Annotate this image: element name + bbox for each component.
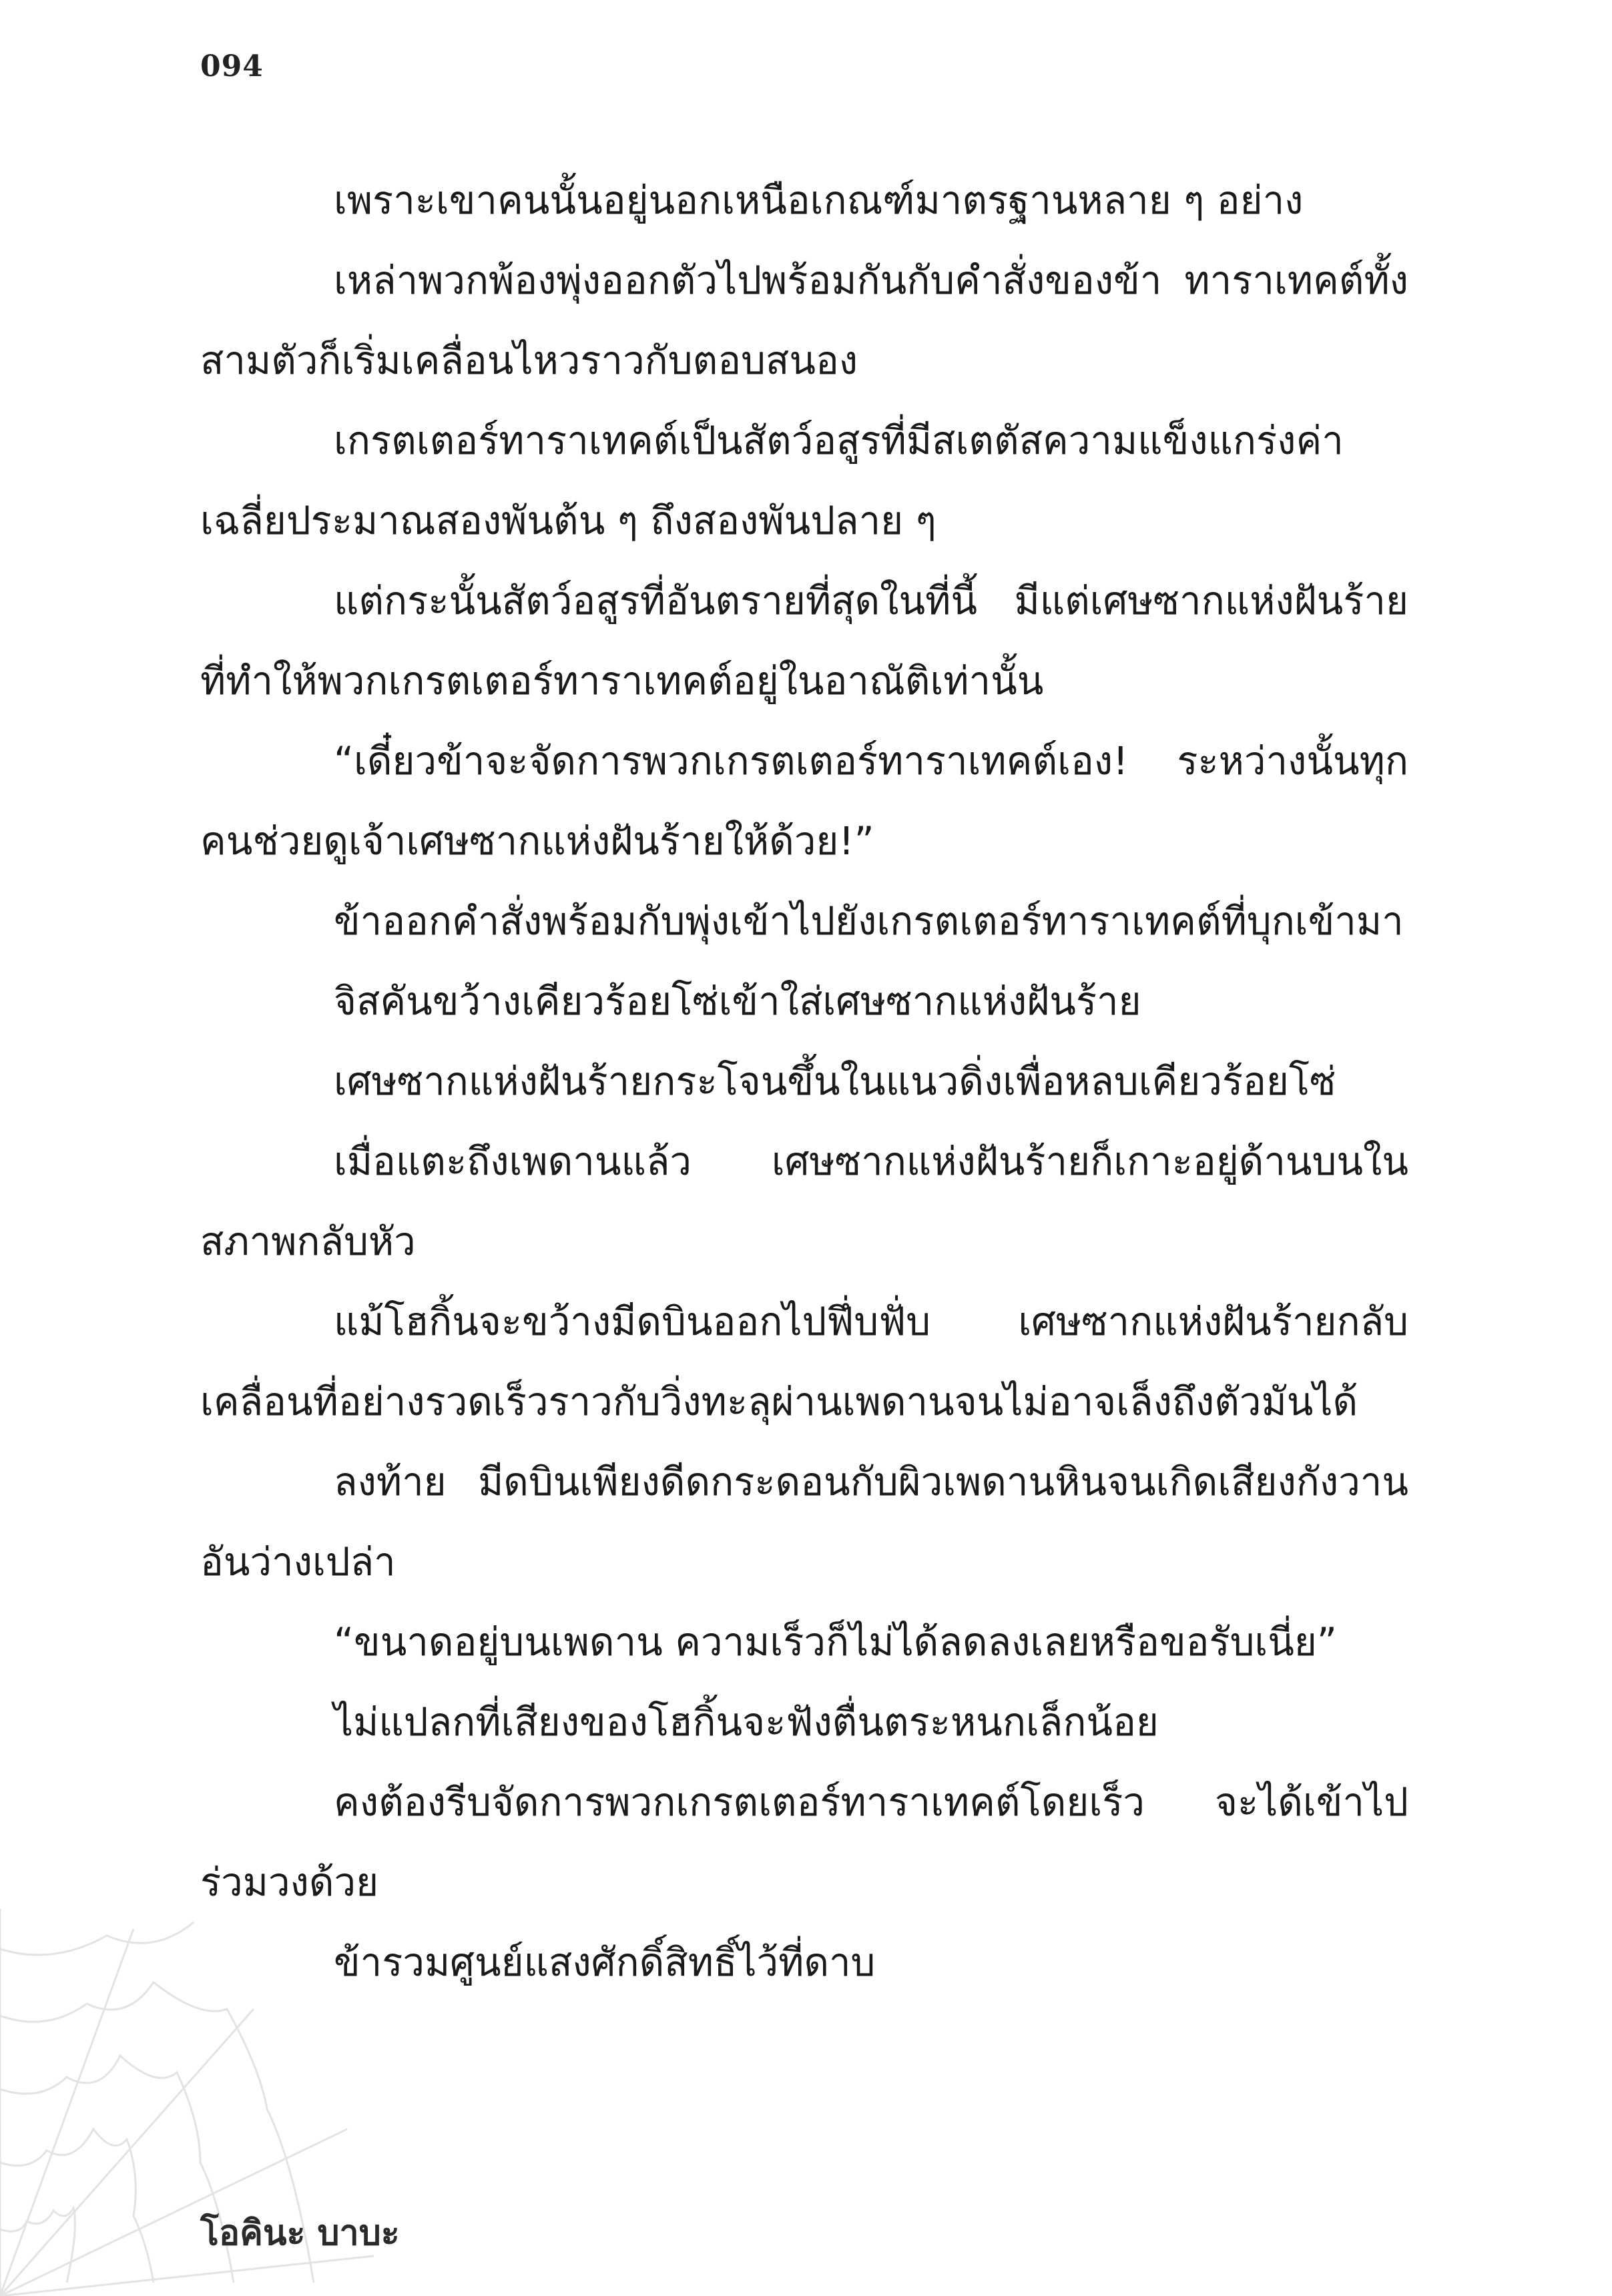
paragraph: “เดี๋ยวข้าจะจัดการพวกเกรตเตอร์ทาราเทคต์เอง! ระหว่างนั้นทุกคนช่วยดูเจ้าเศษซากแห่งฝันร้ายให้ด้วย!” [200,738,1408,864]
body-text [200,160,1408,2002]
paragraph: เพราะเขาคนนั้นอยู่นอกเหนือเกณฑ์มาตรฐานหลาย ๆ อย่าง [334,178,1304,223]
paragraph: “ขนาดอยู่บนเพดาน ความเร็วก็ไม่ได้ลดลงเลยหรือขอรับเนี่ย” [334,1619,1337,1665]
paragraph: เหล่าพวกพ้องพุ่งออกตัวไปพร้อมกันกับคำสั่งของข้า ทาราเทคต์ทั้งสามตัวก็เริ่มเคลื่อนไหวราวกับตอบสนอง [200,258,1408,383]
page-number: 094 [200,49,264,83]
paragraph: เกรตเตอร์ทาราเทคต์เป็นสัตว์อสูรที่มีสเตตัสความแข็งแกร่งค่าเฉลี่ยประมาณสองพันต้น ๆ ถึงสองพันปลาย ๆ [200,418,1344,543]
paragraph: คงต้องรีบจัดการพวกเกรตเตอร์ทาราเทคต์โดยเร็ว จะได้เข้าไปร่วมวงด้วย [200,1779,1408,1905]
paragraph: แต่กระนั้นสัตว์อสูรที่อันตรายที่สุดในที่นี้ มีแต่เศษซากแห่งฝันร้ายที่ทำให้พวกเกรตเตอร์ทาราเทคต์อยู่ในอาณัติเท่านั้น [200,578,1408,703]
paragraph: จิสคันขว้างเคียวร้อยโซ่เข้าใส่เศษซากแห่งฝันร้าย [334,978,1141,1024]
paragraph: เมื่อแตะถึงเพดานแล้ว เศษซากแห่งฝันร้ายก็เกาะอยู่ด้านบนในสภาพกลับหัว [200,1139,1408,1264]
paragraph: แม้โฮกิ้นจะขว้างมีดบินออกไปฟึ่บฟั่บ เศษซากแห่งฝันร้ายกลับเคลื่อนที่อย่างรวดเร็วราวกับวิ่งทะลุผ่านเพดานจนไม่อาจเล็งถึงตัวมันได้ [200,1299,1408,1424]
paragraph: ข้าออกคำสั่งพร้อมกับพุ่งเข้าไปยังเกรตเตอร์ทาราเทคต์ที่บุกเข้ามา [334,898,1404,944]
paragraph: ไม่แปลกที่เสียงของโฮกิ้นจะฟังตื่นตระหนกเล็กน้อย [334,1699,1159,1745]
paragraph: ข้ารวมศูนย์แสงศักดิ์สิทธิ์ไว้ที่ดาบ [334,1940,876,1985]
footer-book-title: โอคินะ บาบะ [200,2213,400,2253]
paragraph: ลงท้าย มีดบินเพียงดีดกระดอนกับผิวเพดานหินจนเกิดเสียงกังวานอันว่างเปล่า [200,1459,1408,1585]
paragraph: เศษซากแห่งฝันร้ายกระโจนขึ้นในแนวดิ่งเพื่อหลบเคียวร้อยโซ่ [334,1059,1336,1104]
